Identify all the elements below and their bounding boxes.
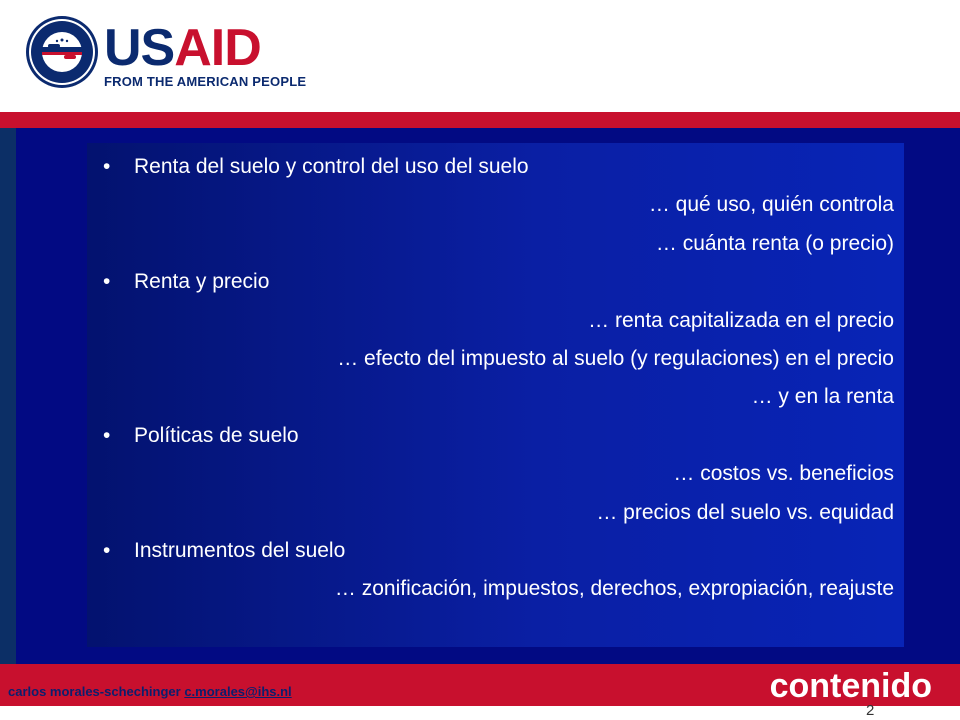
sub-item-costos: … costos vs. beneficios <box>673 462 894 485</box>
brand-tagline: FROM THE AMERICAN PEOPLE <box>104 74 307 89</box>
bullet-marker: • <box>103 424 111 447</box>
author-email-link[interactable]: c.morales@ihs.nl <box>184 684 292 699</box>
usaid-logo <box>104 19 307 89</box>
sub-item-precios-equidad: … precios del suelo vs. equidad <box>596 501 894 524</box>
usaid-seal-icon <box>24 14 100 90</box>
sub-item-en-la-renta: … y en la renta <box>751 385 894 408</box>
bullet-politicas-de-suelo: Políticas de suelo <box>134 424 299 447</box>
sub-item-renta-capitalizada: … renta capitalizada en el precio <box>588 309 894 332</box>
bullet-marker: • <box>103 539 111 562</box>
section-title: contenido <box>769 667 932 705</box>
left-strip <box>0 128 16 664</box>
author-credit <box>8 684 292 699</box>
bullet-marker: • <box>103 155 111 178</box>
page-number: 2 <box>866 702 875 719</box>
author-name: carlos morales-schechinger <box>8 684 181 699</box>
bullet-renta-y-precio: Renta y precio <box>134 270 270 293</box>
sub-item-cuanta-renta: … cuánta renta (o precio) <box>655 232 894 255</box>
bullet-marker: • <box>103 270 111 293</box>
sub-item-efecto-impuesto: … efecto del impuesto al suelo (y regulaciones) en el precio <box>337 347 894 370</box>
brand-name: USAID <box>104 19 261 77</box>
sub-item-que-uso: … qué uso, quién controla <box>648 193 894 216</box>
bullet-renta-del-suelo: Renta del suelo y control del uso del suelo <box>134 155 529 178</box>
bullet-instrumentos: Instrumentos del suelo <box>134 539 346 562</box>
header <box>0 0 960 112</box>
sub-item-zonificacion: … zonificación, impuestos, derechos, expropiación, reajuste <box>334 577 894 600</box>
red-band <box>0 112 960 128</box>
